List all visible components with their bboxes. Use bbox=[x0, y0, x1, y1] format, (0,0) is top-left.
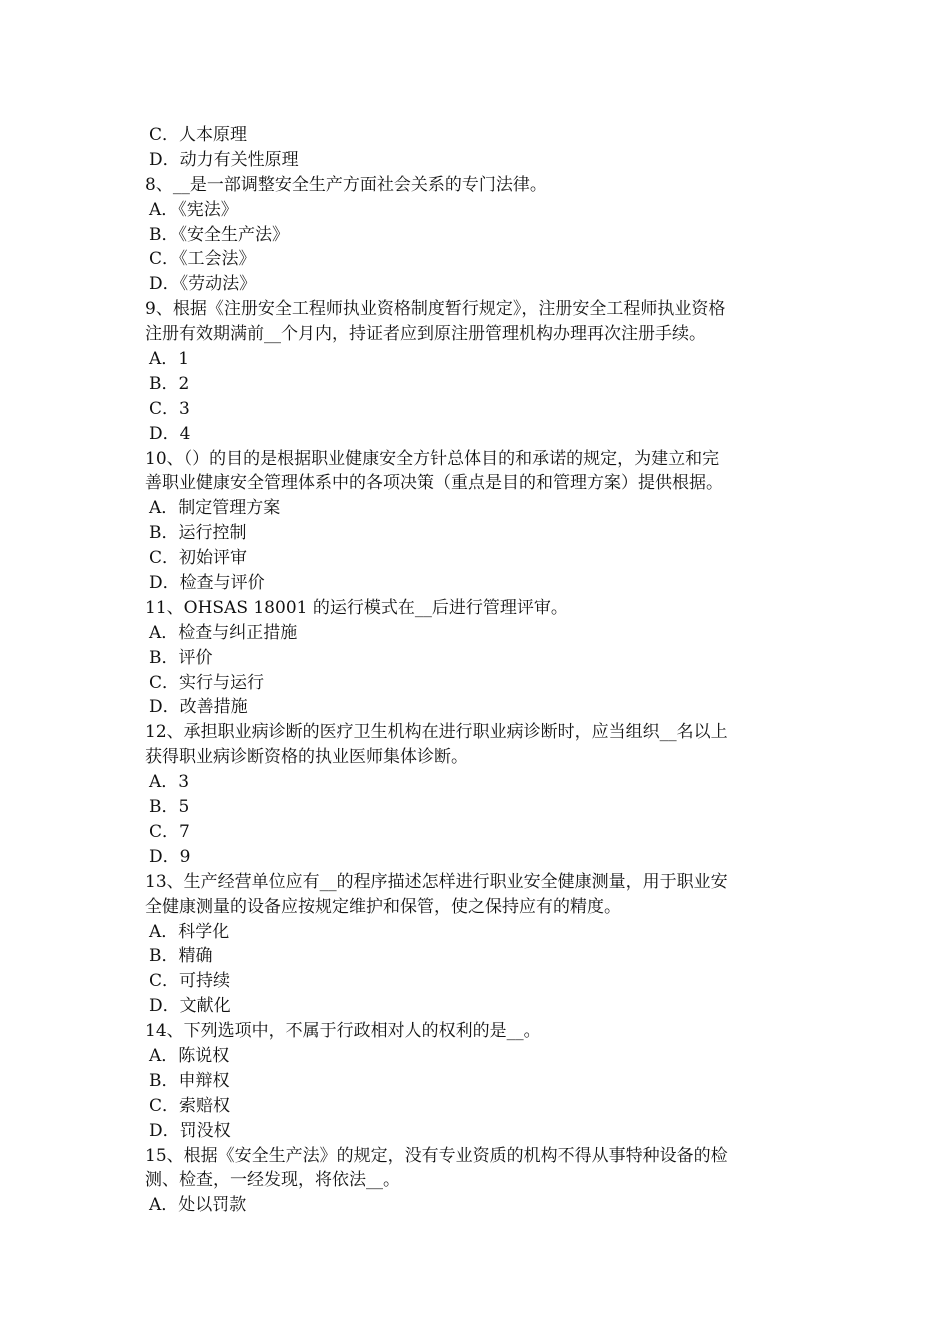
answer-option: C．实行与运行 bbox=[149, 672, 265, 693]
question-text-continued: 全健康测量的设备应按规定维护和保管，使之保持应有的精度。 bbox=[145, 896, 621, 917]
answer-option: D．4 bbox=[149, 423, 191, 444]
answer-option: D．罚没权 bbox=[149, 1120, 231, 1141]
question-text: 15、根据《安全生产法》的规定，没有专业资质的机构不得从事特种设备的检 bbox=[145, 1145, 728, 1166]
answer-option: B．2 bbox=[149, 373, 190, 394]
answer-option: C．索赔权 bbox=[149, 1095, 231, 1116]
answer-option: D．检查与评价 bbox=[149, 573, 265, 594]
question-text-continued: 注册有效期满前__个月内，持证者应到原注册管理机构办理再次注册手续。 bbox=[145, 324, 706, 345]
answer-option: B．运行控制 bbox=[149, 523, 247, 544]
question-text: 10、（）的目的是根据职业健康安全方针总体目的和承诺的规定，为建立和完 bbox=[145, 448, 720, 469]
answer-option: D．文献化 bbox=[149, 996, 231, 1017]
answer-option: C．初始评审 bbox=[149, 548, 248, 569]
answer-option: C．可持续 bbox=[149, 971, 231, 992]
question-text: 12、承担职业病诊断的医疗卫生机构在进行职业病诊断时，应当组织__名以上 bbox=[145, 722, 728, 743]
document-body bbox=[145, 123, 815, 1218]
answer-option: B．5 bbox=[149, 797, 190, 818]
answer-option: A．处以罚款 bbox=[149, 1195, 247, 1216]
answer-option: A．科学化 bbox=[149, 921, 230, 942]
answer-option: A．《宪法》 bbox=[149, 199, 238, 220]
answer-option: A．陈说权 bbox=[149, 1045, 230, 1066]
question-text: 11、OHSAS 18001 的运行模式在__后进行管理评审。 bbox=[145, 597, 568, 618]
question-text-continued: 善职业健康安全管理体系中的各项决策（重点是目的和管理方案）提供根据。 bbox=[145, 473, 723, 494]
question-text: 14、下列选项中，不属于行政相对人的权利的是__。 bbox=[145, 1021, 541, 1042]
question-text: 13、生产经营单位应有__的程序描述怎样进行职业安全健康测量，用于职业安 bbox=[145, 871, 728, 892]
answer-option: D．《劳动法》 bbox=[149, 274, 257, 295]
answer-option: A．3 bbox=[149, 772, 190, 793]
answer-option: B．申辩权 bbox=[149, 1070, 230, 1091]
question-text-continued: 获得职业病诊断资格的执业医师集体诊断。 bbox=[145, 747, 468, 768]
question-text: 8、__是一部调整安全生产方面社会关系的专门法律。 bbox=[145, 174, 547, 195]
answer-option: B．《安全生产法》 bbox=[149, 224, 289, 245]
answer-option: A．制定管理方案 bbox=[149, 498, 281, 519]
answer-option: D．改善措施 bbox=[149, 697, 248, 718]
question-text: 9、根据《注册安全工程师执业资格制度暂行规定》，注册安全工程师执业资格 bbox=[145, 299, 726, 320]
answer-option: C．3 bbox=[149, 398, 190, 419]
answer-option: D．9 bbox=[149, 846, 191, 867]
answer-option: A．1 bbox=[149, 349, 190, 370]
answer-option: C．人本原理 bbox=[149, 125, 248, 145]
answer-option: B．评价 bbox=[149, 647, 213, 668]
answer-option: D．动力有关性原理 bbox=[149, 149, 299, 170]
answer-option: A．检查与纠正措施 bbox=[149, 622, 298, 643]
answer-option: B．精确 bbox=[149, 946, 213, 967]
answer-option: C．7 bbox=[149, 821, 190, 842]
answer-option: C．《工会法》 bbox=[149, 249, 256, 270]
question-text-continued: 测、检查，一经发现，将依法__。 bbox=[145, 1170, 400, 1191]
